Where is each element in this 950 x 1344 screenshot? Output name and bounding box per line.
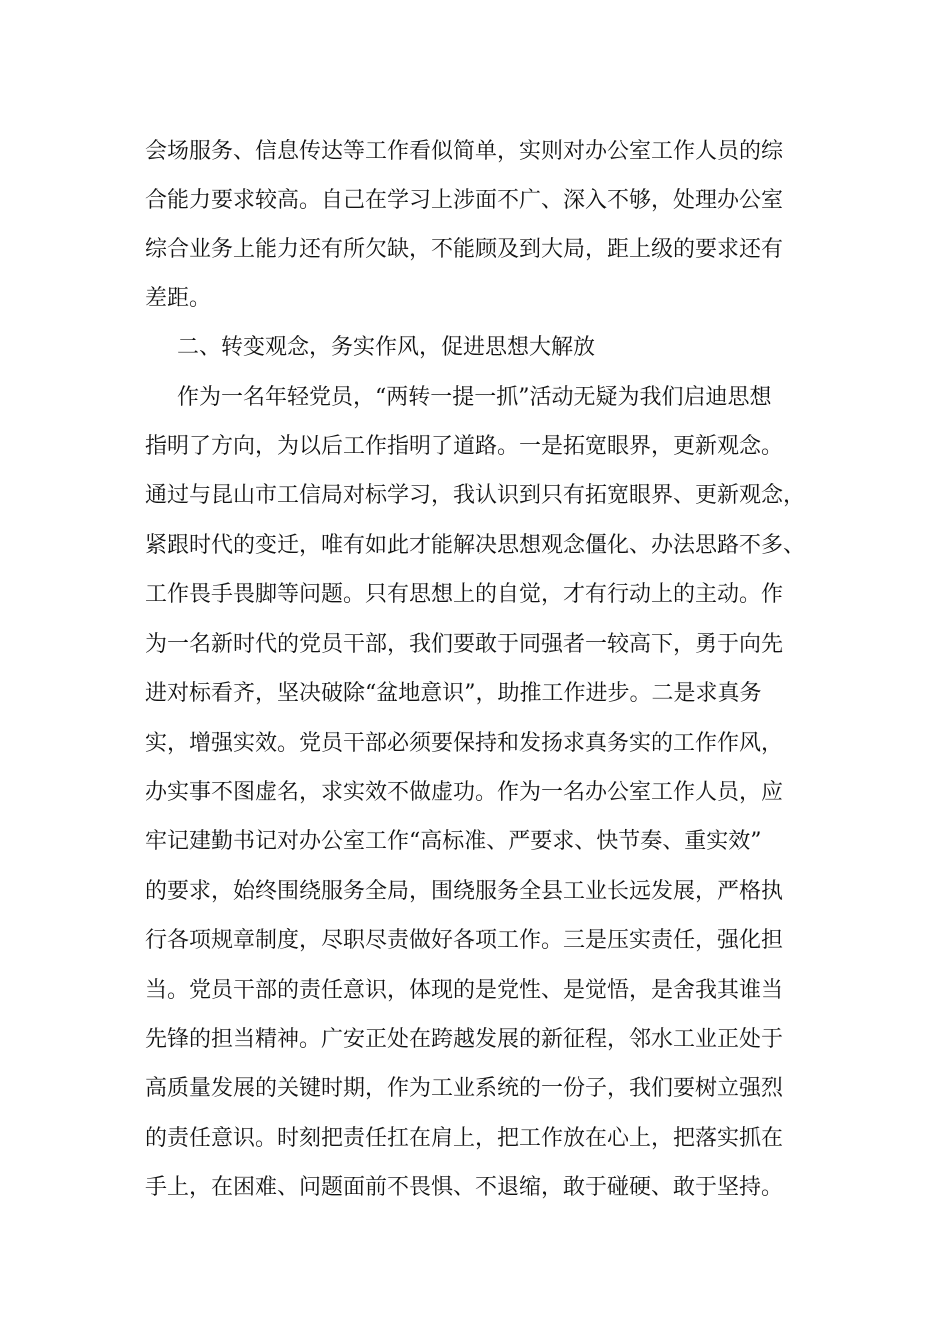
body-line: 合能力要求较高。自己在学习上涉面不广、深入不够，处理办公室 (145, 188, 784, 213)
body-line: 当。党员干部的责任意识，体现的是党性、是觉悟，是舍我其谁当 (145, 978, 784, 1003)
body-line: 行各项规章制度，尽职尽责做好各项工作。三是压实责任，强化担 (145, 928, 784, 953)
body-line: 高质量发展的关键时期，作为工业系统的一份子，我们要树立强烈 (145, 1076, 784, 1101)
body-line: 会场服务、信息传达等工作看似简单，实则对办公室工作人员的综 (145, 139, 784, 164)
body-line: 进对标看齐，坚决破除“盆地意识”，助推工作进步。二是求真务 (145, 681, 762, 706)
body-line: 的要求，始终围绕服务全局，围绕服务全县工业长远发展，严格执 (145, 879, 784, 904)
body-line: 手上，在困难、问题面前不畏惧、不退缩，敢于碰硬、敢于坚持。 (145, 1175, 784, 1200)
section-heading: 二、转变观念，务实作风，促进思想大解放 (177, 335, 596, 360)
body-line: 工作畏手畏脚等问题。只有思想上的自觉，才有行动上的主动。作 (145, 582, 784, 607)
body-line: 先锋的担当精神。广安正处在跨越发展的新征程，邻水工业正处于 (145, 1027, 784, 1052)
body-line: 的责任意识。时刻把责任扛在肩上，把工作放在心上，把落实抓在 (145, 1126, 784, 1151)
body-line: 通过与昆山市工信局对标学习，我认识到只有拓宽眼界、更新观念， (145, 483, 806, 508)
body-line: 作为一名年轻党员，“两转一提一抓”活动无疑为我们启迪思想 (177, 385, 772, 410)
body-line: 实，增强实效。党员干部必须要保持和发扬求真务实的工作作风， (145, 731, 784, 756)
body-line: 指明了方向，为以后工作指明了道路。一是拓宽眼界，更新观念。 (145, 434, 784, 459)
body-line: 综合业务上能力还有所欠缺，不能顾及到大局，距上级的要求还有 (145, 237, 784, 262)
body-line: 牢记建勤书记对办公室工作“高标准、严要求、快节奏、重实效” (145, 829, 762, 854)
body-line: 紧跟时代的变迁，唯有如此才能解决思想观念僵化、办法思路不多、 (145, 533, 806, 558)
body-line: 为一名新时代的党员干部，我们要敢于同强者一较高下，勇于向先 (145, 632, 784, 657)
body-line: 差距。 (145, 286, 212, 311)
body-line: 办实事不图虚名，求实效不做虚功。作为一名办公室工作人员，应 (145, 780, 784, 805)
